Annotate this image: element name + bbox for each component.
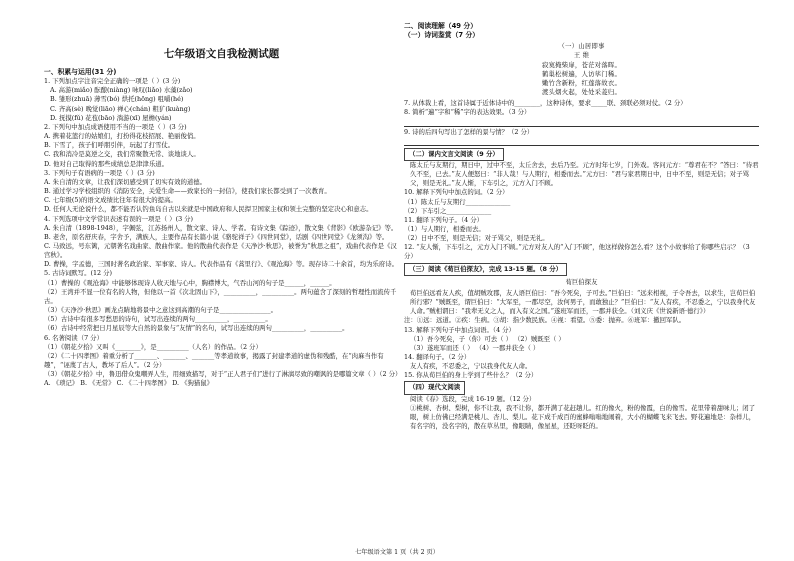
classical-passage: 陈太丘与友期行，期日中，过中不至，太丘舍去，去后乃至。元方时年七岁，门外戏。客问元方：“尊君在不？”答曰：“待君久不至，已去。”友人便怒曰：“非人哉！与人期行，相委而去。”元方曰：“君与家君期日中，日中不至，则是无信；对子骂父，则是无礼。”友人惭，下车引之，元方入门不顾。 <box>410 160 759 188</box>
answer-line <box>404 137 759 146</box>
q14-sentence: 友人有疾，不忍委之，宁以我身代友人命。 <box>410 362 532 371</box>
q4-option-c: C. 马致远，号东篱，元朝著名戏曲家、散曲作家。他的散曲代表作是《天净沙·秋思》，被誉为“秋思之祖”，戏曲代表作是《汉宫秋》。 <box>44 241 397 260</box>
q1-option-b: B. 雏形(zhuā) 薄雪(bó) 烘托(hōng) 咀嚼(hé) <box>50 95 184 104</box>
modern-instructions: 阅读《春》选段，完成 16-19 题。（12 分） <box>410 394 536 403</box>
q3-option-b: B. 通过学习学校组织的《消防安全，关爱生命——致家长的一封信》，使我们家长都受到了一次教育。 <box>44 187 331 196</box>
q6-part-3: （3）《朝花夕拾》中，鲁迅借众鬼嘲弄人生，用细致描写，对于“正人君子们”进行了淋漓尽致的嘲讽的是哪篇文章（ ）（2 分） <box>44 370 402 379</box>
q11-part-1: （1）与人期行，相委而去。 <box>404 224 485 233</box>
poem-title: （一）山居即事 <box>558 42 605 51</box>
left-column <box>44 22 402 388</box>
passage-title: 荀巨伯探友 <box>565 277 598 286</box>
question-4: 4. 下列选项中文学常识表述有误的一项是（ ）(3 分) <box>44 214 194 223</box>
poem-line-3: 嫩竹含新粉，红莲落故衣。 <box>541 78 622 87</box>
q4-option-d: D. 曹操，字孟德，三国时著名政治家、军事家、诗人。代表作品有《蒿里行》、《观沧海》等。现存诗二十余首，均为乐府诗。 <box>44 260 399 269</box>
section-heading-1: 一、积累与运用(31 分) <box>44 68 117 76</box>
q3-option-c: C. 七年级(5)的语文成绩比往年有很大的提高。 <box>44 196 177 205</box>
q10-part-1: （1）陈太丘与友期行______________ <box>404 197 511 206</box>
q6-options: A. 《琐记》 B. 《无常》 C. 《二十四孝图》 D. 《狗猫鼠》 <box>44 379 214 388</box>
q2-option-a: A. 携着花篮行的姑娘们，打扮得花枝招展、艳丽俊俏。 <box>44 132 200 141</box>
xunjubo-notes: 注：①远：远道。②疾：生病。③胡：指少数民族。④视：看望。⑤委：抛弃。⑥班军：撤回军队。 <box>404 316 686 325</box>
question-12: 12. “友人惭，下车引之，元方入门不顾。”元方对友人的“入门不顾”，他这样做你怎么看？这个小故事给了你哪些启示？（3 分） <box>404 243 750 261</box>
question-9: 9. 诗的后四句写出了怎样的景与情？（2 分） <box>404 127 534 136</box>
q4-option-b: B. 老舍，原名舒庆春，字舍予，满族人，主要作品有长篇小说《骆驼祥子》《四世同堂》，话剧《四世同堂》《龙须沟》等。 <box>44 232 389 241</box>
q4-option-a: A. 朱自清（1898-1948），字佩弦，江苏扬州人，散文家、诗人、学者。有诗文集《踪迹》，散文集《背影》《欧游杂记》等。 <box>44 223 398 232</box>
answer-line <box>404 118 759 127</box>
xunjubo-passage: 荀巨伯远看友人疾，值胡贼攻郡，友人语巨伯曰：“吾今死矣，子可去。”巨伯曰：“远来相视，子令吾去，以求生，岂荀巨伯所行邪？”贼既至，谓巨伯曰：“大军至，一郡尽空，汝何男子，而敢独止？”巨伯曰：“友人有疾，不忍委之，宁以我身代友人命。”贼相谓曰：“我辈无义之人，而入有义之国。”遂班军而还，一郡并获全。（刘义庆《世说新语·德行》） <box>410 288 756 316</box>
poem-line-1: 寂寞掩柴扉，苍茫对落晖。 <box>541 60 622 69</box>
subsection-classical: （二）课内文言文阅读（9 分） <box>404 148 504 161</box>
q1-option-d: D. 抚摸(fǔ) 花苞(bāo) 淌游(xī) 屋檐(yán) <box>50 113 172 122</box>
question-1: 1. 下列加点字注音完全正确的一项是（ ）(3 分) <box>44 77 181 86</box>
q6-part-2: （2）《二十四孝图》着重分析了_______、_______、_______等孝道故事，揭露了封建孝道的虚伪和残酷，在“肉麻当作有趣”，“诬蔑了古人，教坏了后人”。（2 分） <box>44 351 384 369</box>
question-5: 5. 古诗词默写。(12 分) <box>44 269 113 278</box>
poem-author: 王 维 <box>573 51 590 60</box>
right-column <box>404 22 759 431</box>
poem-line-2: 鹤巢松树遍，人访荜门稀。 <box>541 69 622 78</box>
q5-part-5: （5）古诗中有很多写愁思的诗句，试写出连续的两句__________，__________。 <box>44 315 272 324</box>
page-title: 七年级语文自我检测试题 <box>163 48 280 60</box>
question-7: 7. 从体裁上看，这首诗属于近体诗中的________，这种诗体，要求_____联、颈联必须对仗。（2 分） <box>404 99 687 108</box>
question-3: 3. 下列句子有语病的一项是（ ）(3 分) <box>44 168 155 177</box>
subsection-poetry: （一）诗词鉴赏（7 分） <box>404 31 480 40</box>
q5-part-1: （1）曹操的《观沧海》中能够体现诗人收天地与心中，胸襟博大，气吞山河的句子是______，______。 <box>44 278 336 287</box>
q13-row-2: （3）遂班军而还（ ） （4）一郡并获全（ ） <box>410 343 540 352</box>
q10-part-2: （2）下车引之______________ <box>404 206 492 215</box>
page-footer: 七年级语文第 1 页（共 2 页） <box>355 549 439 556</box>
question-10: 10. 解释下列句中加点的词。（2 分） <box>404 188 509 197</box>
question-11: 11. 翻译下列句子。（4 分） <box>404 215 483 224</box>
modern-passage: ①桃树、杏树、梨树，你不让我，我不让你，都开满了花赶趟儿。红的像火，粉的像霞，白的像雪。花里带着甜味儿；闭了眼，树上仿佛已经满是桃儿、杏儿、梨儿。花下成千成百的蜜蜂嗡嗡地闹着，大小的蝴蝶飞来飞去。野花遍地是：杂样儿，有名字的，没名字的，散在草丛里，像眼睛，像星星，还眨呀眨的。 <box>410 403 756 431</box>
q2-option-b: B. 下雪了，孩子们呼朋引伴，玩起了打雪仗。 <box>44 141 175 150</box>
q5-part-3: （3）《天净沙·秋思》画龙点睛地将景中之意这到高潮的句子是________________。 <box>44 306 277 315</box>
q1-option-a: A. 高游(miǎo) 酝酿(niàng) 咏叹(liǎo) 水藻(zǎo) <box>50 86 193 95</box>
q5-part-6: （6）古诗中经常把日月星辰等大自然的景象与“友情”的名句，试写出连续的两句__________，__________。 <box>44 324 349 333</box>
q3-option-d: D. 任何人无论说什么，都不能否认钓鱼岛自古以来就是中国政府和人民捍卫国家主权和领土完整的坚定决心和意志。 <box>44 205 373 214</box>
question-15: 15. 你从荀巨伯的身上学到了些什么？（2 分） <box>404 371 538 380</box>
section-heading-2: 二、阅读理解（49 分） <box>404 22 477 30</box>
q2-option-c: C. 我和消冷是莫逆之交，我们常聚散无常、谈地谈人。 <box>44 150 200 159</box>
q1-option-c: C. 齐高(sè) 晚觉(liāo) 禅心(chán) 粗犷(kuàng) <box>50 104 191 113</box>
question-2: 2. 下列句中加点成语使用不当的一项是（ ）(3 分) <box>44 122 187 131</box>
q3-option-a: A. 朱自清的文章，让我们深切感受到了切实有效的道德。 <box>44 177 207 186</box>
question-6: 6. 名著阅读（7 分） <box>44 333 103 342</box>
subsection-xunjubo: （三）阅读《荀巨伯探友》，完成 13-15 题。（8 分） <box>404 263 567 276</box>
subsection-modern: （四）现代文阅读 <box>404 381 465 394</box>
q5-part-2: （2）王湾并不显一位有名的人物，但他以一首《次北固山下》，__________，__________。两句蕴含了深刻的哲理性而流传千古。 <box>44 287 397 305</box>
q11-part-2: （2）日中不至，则是无信；对子骂父，则是无礼。 <box>404 234 549 243</box>
q6-part-1: （1）《朝花夕拾》又叫《________》，是__________（人名）的作品。（2 分） <box>44 342 262 351</box>
poem-line-4: 渡头烟火起，处处采菱归。 <box>541 88 622 97</box>
question-8: 8. 简析“遍”字和“稀”字的表达效果。（3 分） <box>404 108 531 117</box>
question-14: 14. 翻译句子。（2 分） <box>404 353 471 361</box>
poem-block <box>404 42 759 97</box>
q13-row-1: （1）吾今死矣，子（你）可去（ ） （2）贼既至（ ） <box>410 334 565 343</box>
q2-option-d: D. 他对自己取得的那些成绩总是津津乐道。 <box>44 159 168 168</box>
question-13: 13. 解释下列句子中加点词语。（4 分） <box>404 325 515 334</box>
